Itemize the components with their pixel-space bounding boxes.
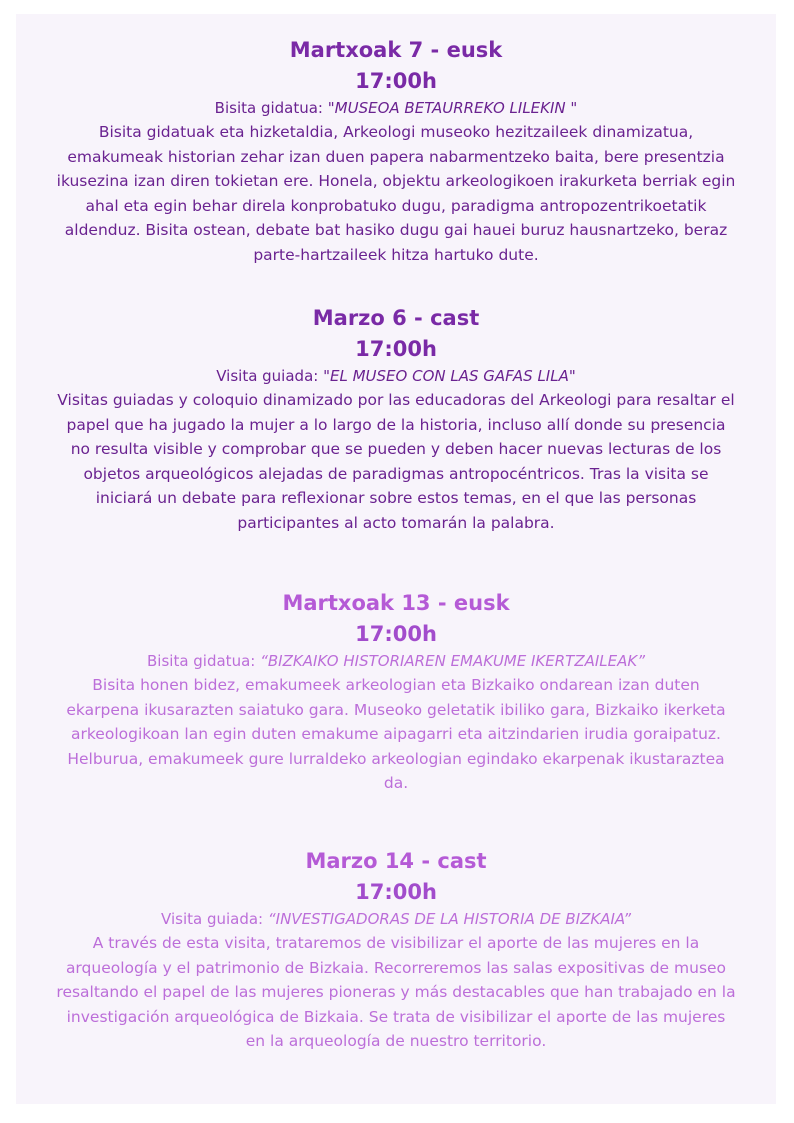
event-description: Bisita gidatuak eta hizketaldia, Arkeologi museoko hezitzaileek dinamizatua, emakumeak historian zehar izan duen papera nabarmentzeko baita, bere presentzia ikusezina izan diren tokietan ere. Honela, objektu arkeologikoen irakurketa berriak egin ahal eta egin behar direla konprobatuko dugu, paradigma antropozentrikoetatik aldenduz. Bisita ostean, debate bat hasiko dugu gai hauei buruz hausnartzeko, beraz parte-hartzaileek hitza hartuko dute.: [56, 123, 736, 264]
event-description: Bisita honen bidez, emakumeek arkeologian eta Bizkaiko ondarean izan duten ekarpena ikusarazten saiatuko gara. Museoko geletatik ibiliko gara, Bizkaiko ikerketa arkeologikoan lan egin duten emakume aipagarri eta aitzindarien irudia goraipatuz. Helburua, emakumeek gure lurraldeko arkeologian egindako ekarpenak ikustaraztea da.: [66, 676, 726, 792]
subtitle-label: Visita guiada:: [161, 910, 268, 928]
event-time: 17:00h: [355, 622, 437, 646]
event-time: 17:00h: [355, 337, 437, 361]
event-description: A través de esta visita, trataremos de visibilizar el aporte de las mujeres en la arqueología y el patrimonio de Bizkaia. Recorreremos las salas expositivas de museo resaltando el papel de las mujeres pioneras y más destacables que han trabajado en la investigación arqueológica de Bizkaia. Se trata de visibilizar el aporte de las mujeres en la arqueología de nuestro territorio.: [56, 934, 736, 1050]
subtitle-label: Visita guiada:: [216, 367, 324, 385]
event-title: Marzo 6 - cast: [312, 306, 480, 330]
subtitle-quote: “INVESTIGADORAS DE LA HISTORIA DE BIZKAIA”: [267, 910, 631, 928]
event-marzo-6: [16, 302, 776, 535]
subtitle-quote: "MUSEOA BETAURREKO LILEKIN ": [327, 99, 578, 117]
subtitle-label: Bisita gidatua:: [147, 652, 261, 670]
event-title: Martxoak 7 - eusk: [289, 38, 503, 62]
event-description: Visitas guiadas y coloquio dinamizado por las educadoras del Arkeologi para resaltar el papel que ha jugado la mujer a lo largo de la historia, incluso allí donde su presencia no resulta visible y comprobar que se pueden y deben hacer nuevas lecturas de los objetos arqueológicos alejadas de paradigmas antropocéntricos. Tras la visita se iniciará un debate para reflexionar sobre estos temas, en el que las personas participantes al acto tomarán la palabra.: [57, 391, 735, 532]
event-time: 17:00h: [355, 880, 437, 904]
event-marzo-14: [16, 845, 776, 1054]
subtitle-quote: “BIZKAIKO HISTORIAREN EMAKUME IKERTZAILEAK”: [260, 652, 645, 670]
event-martxoak-7: [16, 34, 776, 267]
event-title: Martxoak 13 - eusk: [282, 591, 510, 615]
document-page: [16, 14, 776, 1104]
event-time: 17:00h: [355, 69, 437, 93]
event-subtitle: [16, 364, 776, 388]
subtitle-quote: "EL MUSEO CON LAS GAFAS LILA": [323, 367, 576, 385]
event-subtitle: [16, 96, 776, 120]
subtitle-label: Bisita gidatua:: [214, 99, 328, 117]
event-subtitle: [16, 649, 776, 673]
event-martxoak-13: [16, 587, 776, 796]
event-subtitle: [16, 907, 776, 931]
event-title: Marzo 14 - cast: [305, 849, 487, 873]
